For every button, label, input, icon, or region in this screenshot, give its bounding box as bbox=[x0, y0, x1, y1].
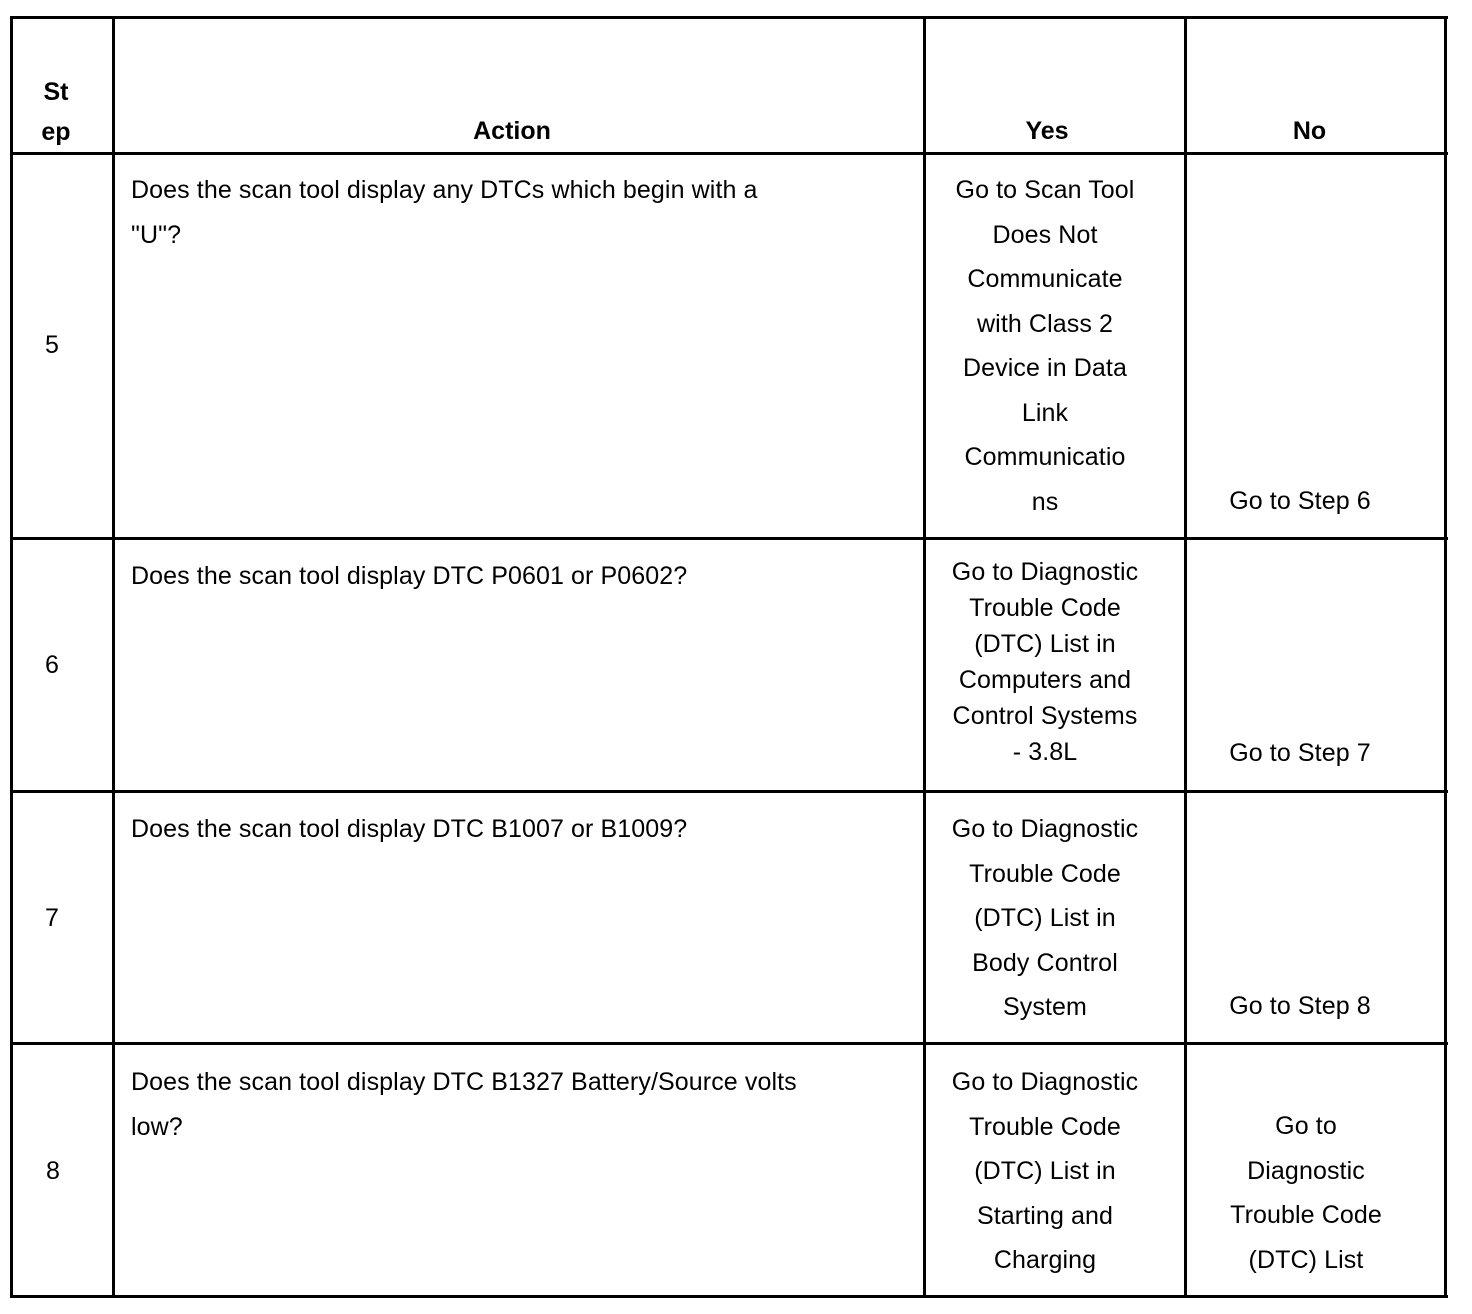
table-row-yes: Go to Diagnostic Trouble Code (DTC) List in Starting and Charging bbox=[951, 1068, 1139, 1274]
table-row-yes: Go to Scan Tool Does Not Communicate with Class 2 Device in Data Link Communicatio ns bbox=[955, 176, 1135, 516]
table-row-no: Go to Step 8 bbox=[1229, 992, 1371, 1020]
table-row-yes: Go to Diagnostic Trouble Code (DTC) List in Computers and Control Systems - 3.8L bbox=[951, 558, 1139, 766]
table-row-action: Does the scan tool display any DTCs which begin with a "U"? bbox=[131, 176, 758, 249]
table-row-no: Go to Diagnostic Trouble Code (DTC) List bbox=[1230, 1112, 1382, 1274]
table-row-action: Does the scan tool display DTC P0601 or P0602? bbox=[131, 562, 688, 590]
table-row-action: Does the scan tool display DTC B1327 Battery/Source volts low? bbox=[131, 1068, 797, 1141]
table-row-no: Go to Step 7 bbox=[1229, 739, 1371, 767]
header-action: Action bbox=[473, 117, 551, 145]
table-row-step: 8 bbox=[45, 1157, 60, 1185]
table-row-step: 7 bbox=[44, 904, 59, 932]
column-divider bbox=[923, 16, 926, 1298]
table-row-yes: Go to Diagnostic Trouble Code (DTC) List in Body Control System bbox=[951, 815, 1139, 1021]
table-border-right bbox=[1444, 16, 1447, 1298]
row-divider bbox=[10, 1042, 1448, 1045]
table-border-bottom bbox=[10, 1295, 1448, 1298]
column-divider bbox=[1184, 16, 1187, 1298]
table-row-action: Does the scan tool display DTC B1007 or B1009? bbox=[131, 815, 688, 843]
column-divider bbox=[112, 16, 115, 1298]
row-divider bbox=[10, 537, 1448, 540]
header-divider bbox=[10, 152, 1448, 155]
header-yes: Yes bbox=[1025, 117, 1069, 145]
row-divider bbox=[10, 790, 1448, 793]
table-border-top bbox=[10, 16, 1448, 19]
table-row-no: Go to Step 6 bbox=[1229, 487, 1371, 515]
header-step: St ep bbox=[41, 78, 71, 146]
header-no: No bbox=[1292, 117, 1327, 145]
table-row-step: 6 bbox=[44, 651, 59, 679]
table-row-step: 5 bbox=[44, 331, 59, 359]
